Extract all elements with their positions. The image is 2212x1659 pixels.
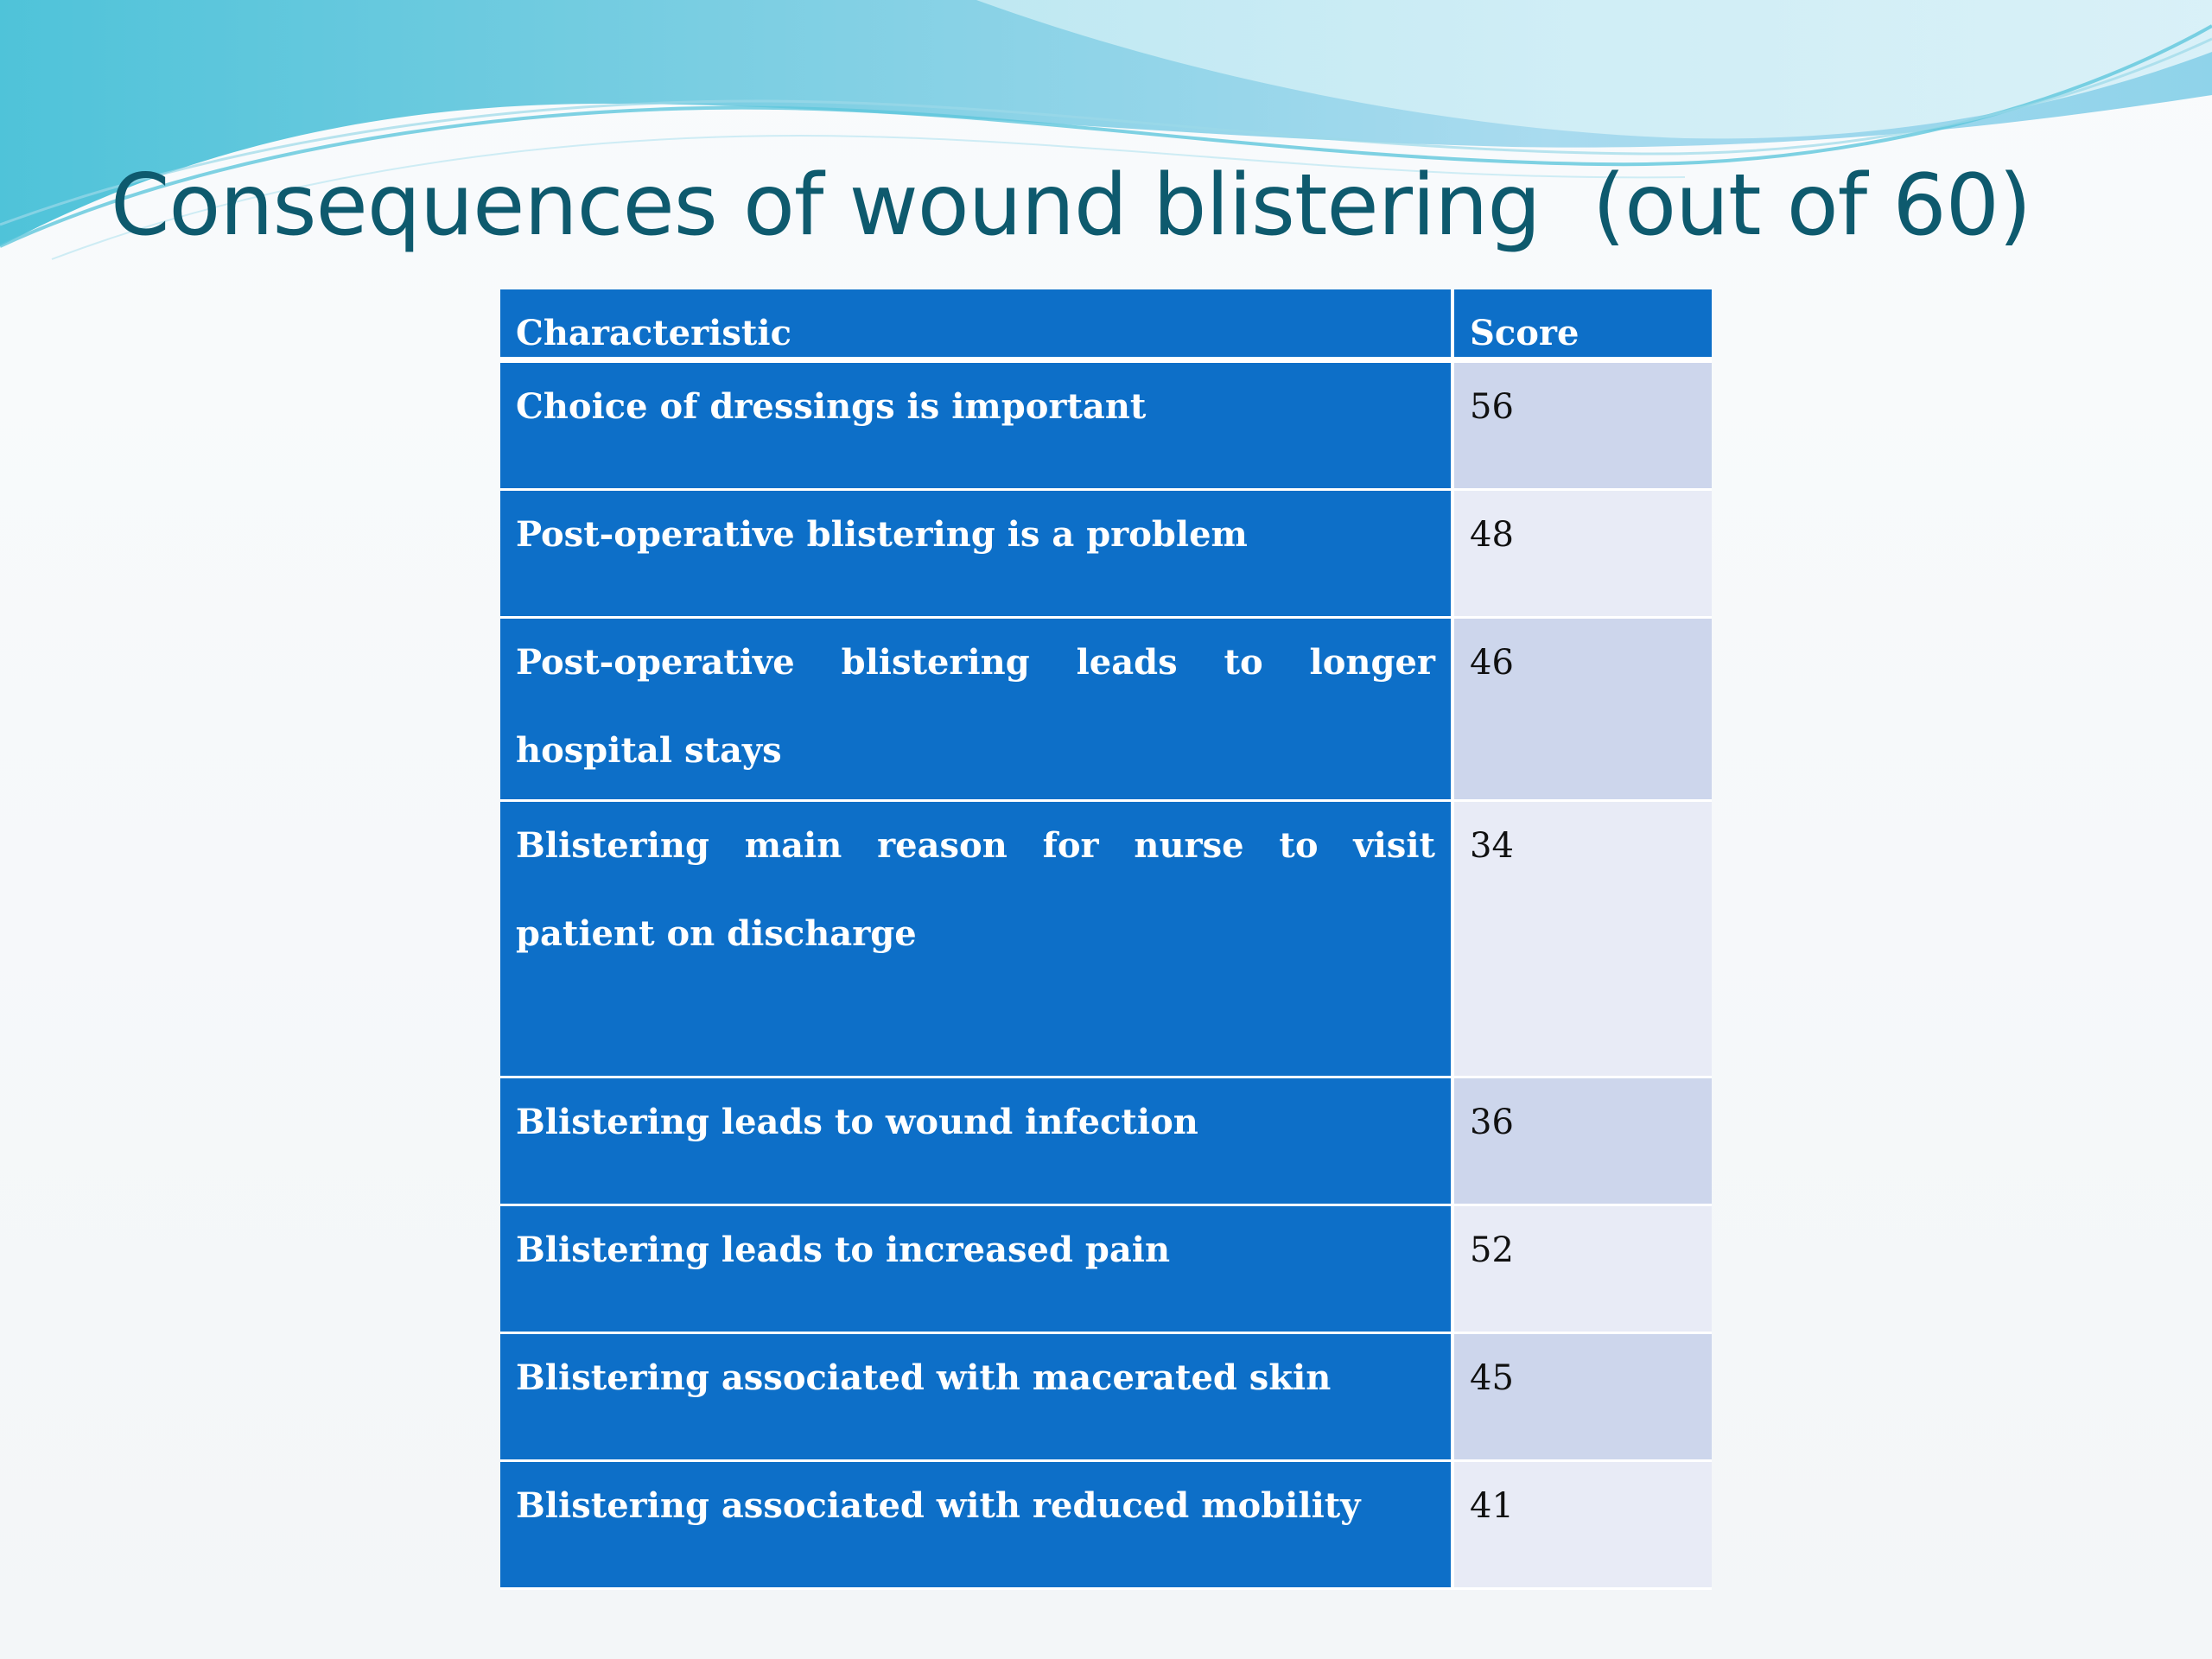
consequences-table: [500, 289, 1712, 1590]
characteristic-cell: Post-operative blistering is a problem: [500, 491, 1451, 619]
characteristic-cell: Blistering main reason for nurse to visit patient on discharge: [500, 802, 1451, 1078]
table-row: [500, 1078, 1712, 1206]
score-cell: 56: [1451, 363, 1712, 491]
slide-title: Consequences of wound blistering (out of 60): [111, 156, 2031, 255]
score-cell: 41: [1451, 1462, 1712, 1590]
characteristic-cell: Post-operative blistering leads to longer hospital stays: [500, 619, 1451, 802]
table-row: [500, 802, 1712, 1078]
characteristic-cell: Blistering associated with macerated skin: [500, 1334, 1451, 1462]
score-cell: 52: [1451, 1206, 1712, 1334]
table-row: [500, 619, 1712, 802]
table-row: [500, 491, 1712, 619]
score-cell: 36: [1451, 1078, 1712, 1206]
table-row: [500, 363, 1712, 491]
characteristic-cell: Choice of dressings is important: [500, 363, 1451, 491]
characteristic-cell: Blistering leads to wound infection: [500, 1078, 1451, 1206]
score-cell: 48: [1451, 491, 1712, 619]
score-cell: 34: [1451, 802, 1712, 1078]
score-cell: 45: [1451, 1334, 1712, 1462]
characteristic-cell: Blistering associated with reduced mobility: [500, 1462, 1451, 1590]
characteristic-cell: Blistering leads to increased pain: [500, 1206, 1451, 1334]
table-row: [500, 1334, 1712, 1462]
table-header-row: [500, 289, 1712, 363]
score-cell: 46: [1451, 619, 1712, 802]
data-table: [500, 289, 1712, 1590]
column-header-score: Score: [1451, 289, 1712, 363]
table-row: [500, 1206, 1712, 1334]
column-header-characteristic: Characteristic: [500, 289, 1451, 363]
table-row: [500, 1462, 1712, 1590]
